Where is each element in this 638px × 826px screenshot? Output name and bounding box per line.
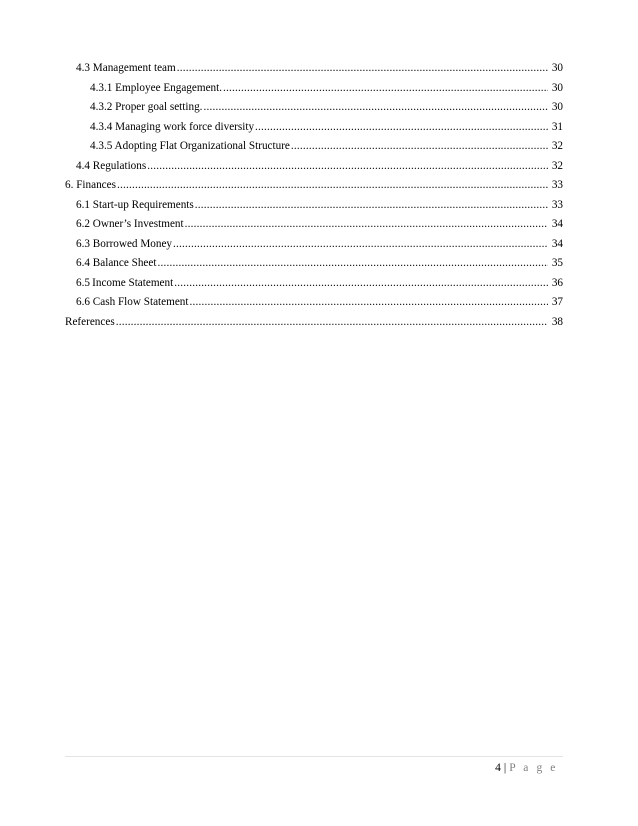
toc-entry-page: 30 [551, 101, 563, 113]
toc-entry-title: 4.3.1 Employee Engagement. [90, 81, 223, 94]
toc-entry[interactable] [65, 176, 563, 196]
dot-leader [117, 176, 548, 196]
dot-leader [174, 274, 548, 294]
toc-entry[interactable] [65, 59, 563, 79]
toc-entry[interactable] [65, 293, 563, 313]
toc-entry-title: 6.1 Start-up Requirements [76, 198, 194, 211]
dot-leader [147, 157, 548, 177]
toc-entry[interactable] [65, 235, 563, 255]
dot-leader [291, 137, 548, 157]
dot-leader [190, 293, 549, 313]
toc-entry-title: Income Statement [92, 276, 174, 289]
toc-entry-page: 31 [551, 120, 563, 133]
dot-leader [255, 118, 548, 138]
footer-separator: | [503, 762, 507, 774]
dot-leader [173, 235, 548, 255]
toc-entry-page: 37 [551, 296, 563, 308]
toc-entry[interactable] [65, 137, 563, 157]
toc-entry-title: 6. Finances [65, 179, 116, 191]
toc-entry[interactable] [65, 196, 563, 216]
toc-entry[interactable] [65, 215, 563, 235]
toc-entry-title: 4.3.4 Managing work force diversity [90, 120, 255, 133]
dot-leader [185, 215, 548, 235]
dot-leader [223, 79, 548, 99]
toc-entry[interactable] [65, 98, 563, 118]
table-of-contents [65, 59, 563, 332]
toc-entry-page: 33 [551, 179, 563, 191]
toc-entry-title: 4.3.5 Adopting Flat Organizational Structure [90, 140, 290, 152]
toc-entry-page: 32 [551, 159, 563, 172]
toc-entry[interactable] [65, 254, 563, 274]
toc-entry-page: 32 [551, 140, 563, 152]
toc-entry[interactable] [65, 157, 563, 177]
footer-divider [65, 756, 563, 757]
toc-entry-page: 34 [551, 237, 563, 250]
toc-entry-number: 6.5 [76, 276, 90, 289]
toc-entry-title: 6.3 Borrowed Money [76, 237, 173, 250]
toc-entry-page: 30 [551, 62, 563, 74]
toc-entry[interactable] [65, 118, 563, 138]
toc-entry[interactable] [65, 79, 563, 99]
dot-leader [203, 98, 548, 118]
toc-entry-page: 35 [551, 257, 563, 269]
toc-entry-page: 36 [551, 276, 563, 289]
page-footer [495, 762, 558, 774]
toc-entry-title: 6.4 Balance Sheet [76, 257, 157, 269]
toc-entry-title: References [65, 315, 115, 328]
toc-entry[interactable] [65, 313, 563, 333]
dot-leader [195, 196, 548, 216]
toc-entry-page: 38 [551, 315, 563, 328]
toc-entry-page: 30 [551, 81, 563, 94]
toc-entry-title: 6.6 Cash Flow Statement [76, 296, 189, 308]
dot-leader [177, 59, 548, 79]
toc-entry-title: 4.4 Regulations [76, 159, 147, 172]
toc-entry-page: 33 [551, 198, 563, 211]
toc-entry-title: 4.3.2 Proper goal setting. [90, 101, 203, 113]
toc-entry-page: 34 [551, 218, 563, 230]
page-number: 4 [495, 762, 501, 774]
toc-entry-title: 6.2 Owner’s Investment [76, 218, 184, 230]
toc-entry-title: 4.3 Management team [76, 62, 176, 74]
toc-entry[interactable] [65, 274, 563, 294]
dot-leader [157, 254, 548, 274]
dot-leader [116, 313, 548, 333]
page-label: P a g e [509, 762, 558, 774]
